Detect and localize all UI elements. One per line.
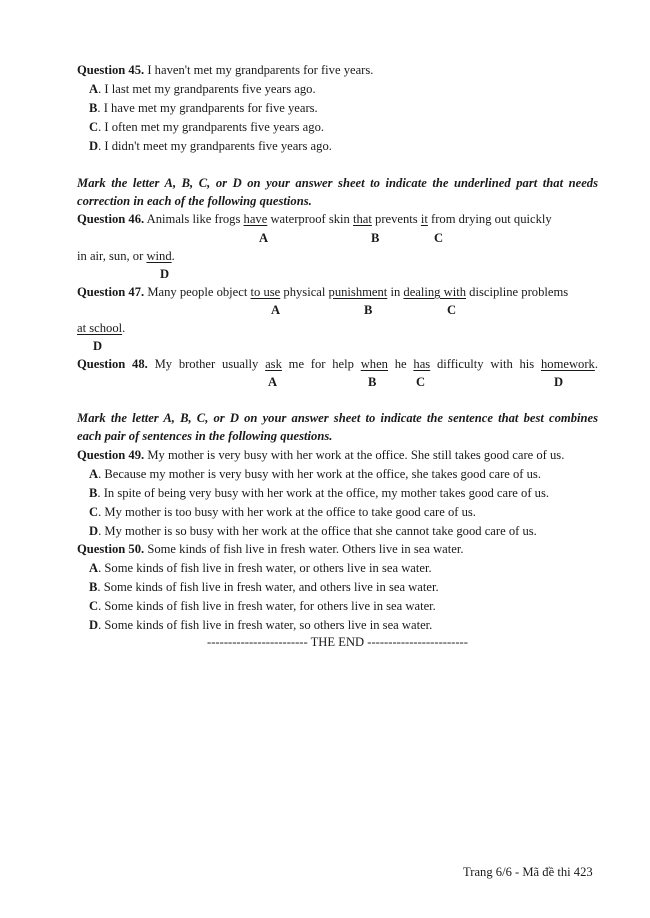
underlined-part-b: that (353, 212, 372, 226)
underlined-part-c: dealing with (403, 285, 467, 299)
question-45-option-d: D. I didn't meet my grandparents five years ago. (89, 139, 332, 153)
question-45-stem: Question 45. I haven't met my grandparents for five years. (77, 63, 374, 77)
answer-letter-d: D (554, 375, 564, 389)
question-48-line: Question 48. My brother usually ask me for help when he has difficulty with his homework. (77, 357, 599, 371)
underlined-part-b: when (360, 357, 388, 371)
answer-letter-d: D (93, 339, 103, 353)
section-instruction-combine-line2: each pair of sentences in the following questions. (77, 429, 333, 443)
underlined-part-a: to use (250, 285, 281, 299)
question-49-stem: Question 49. My mother is very busy with her work at the office. She still takes good care of us. (77, 448, 565, 462)
answer-letter-b: B (371, 231, 380, 245)
answer-letter-c: C (447, 303, 457, 317)
question-label: Question 45. (77, 63, 145, 77)
answer-letter-a: A (259, 231, 269, 245)
underlined-part-a: have (243, 212, 268, 226)
question-49-option-c: C. My mother is too busy with her work at the office to take good care of us. (89, 505, 476, 519)
underlined-part-d: wind (146, 249, 172, 263)
section-instruction-error-line2: correction in each of the following questions. (77, 194, 312, 208)
underlined-part-d: homework (540, 357, 595, 371)
question-50-option-b: B. Some kinds of fish live in fresh water, and others live in sea water. (89, 580, 439, 594)
question-50-stem: Question 50. Some kinds of fish live in fresh water. Others live in sea water. (77, 542, 464, 556)
question-46-line2: in air, sun, or wind. (77, 249, 175, 263)
answer-letter-c: C (434, 231, 444, 245)
question-47-line2: at school. (77, 321, 126, 335)
question-49-option-a: A. Because my mother is very busy with her work at the office, she takes good care of us. (89, 467, 541, 481)
underlined-part-b: punishment (328, 285, 388, 299)
question-49-option-d: D. My mother is so busy with her work at the office that she cannot take good care of us. (89, 524, 537, 538)
question-49-option-b: B. In spite of being very busy with her work at the office, my mother takes good care of us. (89, 486, 550, 500)
section-instruction-combine-line1: Mark the letter A, B, C, or D on your answer sheet to indicate the sentence that best combines (77, 411, 598, 425)
answer-letter-b: B (368, 375, 377, 389)
answer-letter-a: A (271, 303, 281, 317)
question-50-option-a: A. Some kinds of fish live in fresh water, or others live in sea water. (89, 561, 432, 575)
question-50-option-d: D. Some kinds of fish live in fresh water, so others live in sea water. (89, 618, 433, 632)
answer-letter-c: C (416, 375, 426, 389)
question-46-line1: Question 46. Animals like frogs have waterproof skin that prevents it from drying out quickly (77, 212, 552, 226)
question-45-option-a: A. I last met my grandparents five years ago. (89, 82, 316, 96)
answer-letter-a: A (268, 375, 278, 389)
question-45-option-b: B. I have met my grandparents for five years. (89, 101, 318, 115)
underlined-part-c: has (413, 357, 431, 371)
answer-letter-b: B (364, 303, 373, 317)
answer-letter-d: D (160, 267, 170, 281)
question-45-option-c: C. I often met my grandparents five years ago. (89, 120, 325, 134)
question-50-option-c: C. Some kinds of fish live in fresh water, for others live in sea water. (89, 599, 436, 613)
question-47-line1: Question 47. Many people object to use physical punishment in dealing with discipline problems (77, 285, 569, 299)
underlined-part-d: at school (77, 321, 123, 335)
page-footer: Trang 6/6 - Mã đề thi 423 (463, 865, 593, 879)
the-end-marker: ------------------------ THE END ------------------------ (207, 635, 468, 649)
section-instruction-error-line1: Mark the letter A, B, C, or D on your answer sheet to indicate the underlined part that needs (77, 176, 598, 190)
underlined-part-a: ask (265, 357, 282, 371)
underlined-part-c: it (420, 212, 428, 226)
